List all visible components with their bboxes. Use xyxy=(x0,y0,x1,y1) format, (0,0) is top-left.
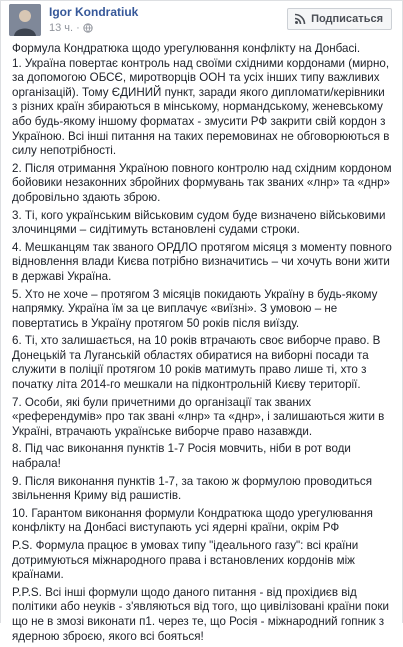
avatar-photo-icon xyxy=(9,4,41,36)
follow-button[interactable] xyxy=(287,8,392,30)
post-paragraph: P.P.S. Всі інші формули щодо даного питання - від прохідиєв від політики або неуків - з'являються від того, що цивілізовані країни поки що не в змозі виконати п1. через те, що Росія - міжнародний гопник з ядерною зброєю, якого всі бояться! xyxy=(12,585,389,643)
post-paragraph: 3. Ті, кого українським військовим судом буде визначено військовими злочинцями – сидітимуть встановлені судами строки. xyxy=(12,208,386,237)
post-paragraph: 2. Після отримання Україною повного контролю над східним кордоном бойовики незаконних збройних формувань так званих «лнр» та «днр» добровільно здають зброю. xyxy=(12,161,392,204)
post-paragraph: P.S. Формула працює в умовах типу "ідеального газу": всі країни дотримуються міжнародного права і встановлених кордонів між країнами. xyxy=(12,539,359,582)
post-paragraph: 7. Особи, які були причетними до організації так званих «референдумів» про так звані «лнр» та «днр», і залишаються жити в Україні, втрачають українське виборче право назавжди. xyxy=(12,395,385,438)
globe-icon xyxy=(83,23,93,33)
post-paragraph: 4. Мешканцям так званого ОРДЛО протягом місяця з моменту повного відновлення влади Києва потрібно визначитись – чи хочуть вони жити в державі Україна. xyxy=(12,240,392,283)
avatar[interactable] xyxy=(9,4,41,36)
post-paragraph: 6. Ті, хто залишається, на 10 років втрачають своє виборче право. В Донецькій та Луганській областях обиратися на виборні посади та служити в поліції протягом 10 років матимуть право лише ті, хто з початку літа 2014-го мешкали на підконтрольній Києву території. xyxy=(12,334,381,392)
post-paragraph: 10. Гарантом виконання формули Кондратюка щодо урегулювання конфлікту на Донбасі виступають усі ядерні країни, окрім РФ xyxy=(12,506,373,535)
follow-button-label: Подписаться xyxy=(311,13,383,25)
meta-separator: · xyxy=(76,22,80,34)
rss-icon xyxy=(294,13,306,25)
post-paragraph: Формула Кондратюка щодо урегулювання конфлікту на Донбасі. 1. Україна повертає контроль над своїми східними кордонами (мирно, за допомогою ОБСЄ, миротворців ООН та усіх інших типу важливих організацій). Тому ЄДИНИЙ пункт, заради якого дипломати/керівники з різних країн збираються в мінському, нормандському, женевському або будь-якому іншому форматах - змусити РФ закрити свій кордон з Україною. Всі інші питання на таких перемовинах не обговорюються в силу непотрібності. xyxy=(12,42,390,158)
post-paragraph: 5. Хто не хоче – протягом 3 місяців покидають Україну в будь-якому напрямку. Україна їм за це виплачує «виїзні». З умовою – не повертатись в Україну протягом 50 років після виїзду. xyxy=(12,287,378,330)
post-time[interactable]: 13 ч. xyxy=(49,22,74,34)
post-paragraph: 8. Під час виконання пунктів 1-7 Росія мовчить, ніби в рот води набрала! xyxy=(12,442,351,471)
post-paragraph: 9. Після виконання пунктів 1-7, за такою ж формулою проводиться звільнення Криму від рашистів. xyxy=(12,474,373,503)
author-name[interactable]: Igor Kondratiuk xyxy=(49,5,139,19)
post-header xyxy=(1,1,403,43)
post-meta xyxy=(49,22,93,34)
post-body xyxy=(12,42,392,647)
